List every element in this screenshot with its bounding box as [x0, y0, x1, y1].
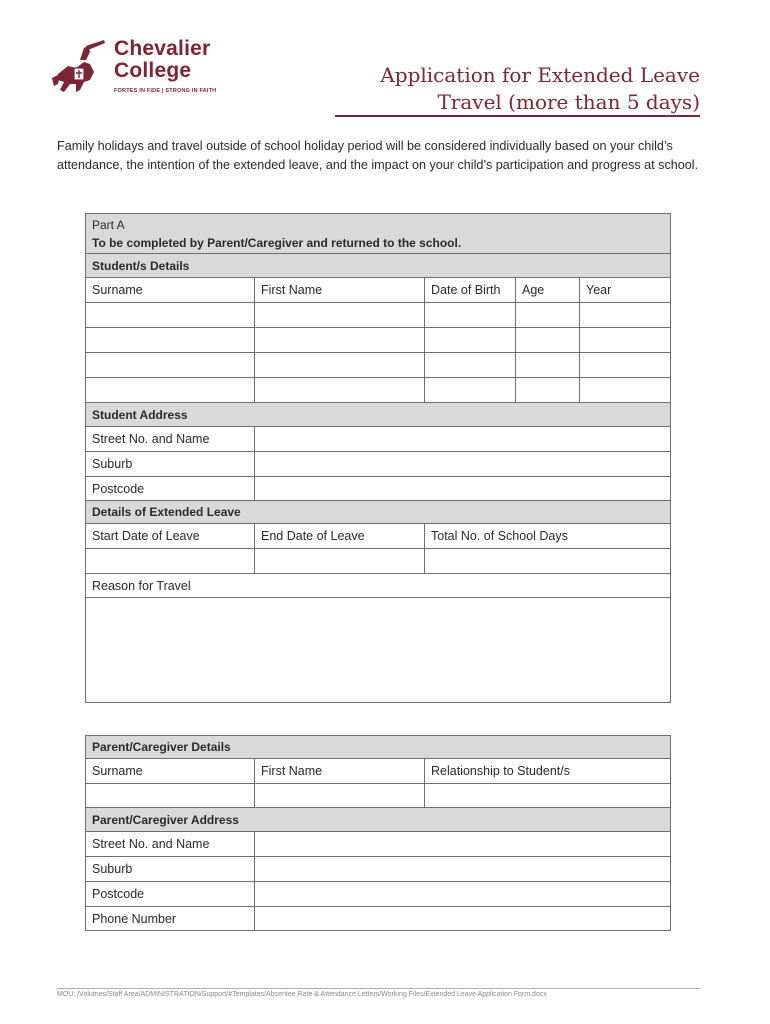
suburb-label: Suburb — [86, 452, 255, 477]
intro-paragraph: Family holidays and travel outside of school holiday period will be considered individually based on your child’s attendance, the intention of the extended leave, and the impact on your child’s participation and progress at school. — [57, 139, 699, 172]
students-section-header: Student/s Details — [86, 254, 671, 278]
college-name-line1: Chevalier — [114, 37, 211, 60]
parent-column-surname: Surname — [86, 759, 255, 784]
student-year-field[interactable] — [580, 303, 671, 328]
parent-table — [85, 735, 671, 931]
college-motto: FORTES IN FIDE | STRONG IN FAITH — [114, 88, 217, 94]
student-row — [86, 328, 671, 353]
student-surname-field[interactable] — [86, 303, 255, 328]
parent-first-name-field[interactable] — [255, 784, 425, 808]
student-row — [86, 303, 671, 328]
postcode-label: Postcode — [86, 477, 255, 501]
column-total-school-days: Total No. of School Days — [425, 524, 671, 549]
start-date-field[interactable] — [86, 549, 255, 574]
total-days-field[interactable] — [425, 549, 671, 574]
street-label: Street No. and Name — [86, 427, 255, 452]
student-dob-field[interactable] — [425, 303, 516, 328]
footer-divider — [57, 988, 700, 989]
student-age-field[interactable] — [516, 353, 580, 378]
student-surname-field[interactable] — [86, 378, 255, 403]
college-name-line2: College — [114, 59, 192, 82]
parent-street-label: Street No. and Name — [86, 832, 255, 857]
reason-label: Reason for Travel — [86, 574, 671, 598]
part-a-table — [85, 213, 671, 703]
postcode-field[interactable] — [255, 477, 671, 501]
parent-column-relationship: Relationship to Student/s — [425, 759, 671, 784]
part-a-subheading: To be completed by Parent/Caregiver and returned to the school. — [92, 235, 462, 250]
parent-suburb-label: Suburb — [86, 857, 255, 882]
parent-section-header: Parent/Caregiver Details — [86, 736, 671, 759]
college-logo — [50, 38, 250, 100]
parent-phone-field[interactable] — [255, 907, 671, 931]
parent-column-first-name: First Name — [255, 759, 425, 784]
column-year: Year — [580, 278, 671, 303]
column-age: Age — [516, 278, 580, 303]
student-first-name-field[interactable] — [255, 378, 425, 403]
student-age-field[interactable] — [516, 303, 580, 328]
student-first-name-field[interactable] — [255, 303, 425, 328]
suburb-field[interactable] — [255, 452, 671, 477]
knight-crest-icon — [50, 38, 110, 100]
parent-relationship-field[interactable] — [425, 784, 671, 808]
part-a-heading: Part A — [92, 217, 125, 232]
form-title-line1: Application for Extended Leave — [380, 63, 700, 87]
student-year-field[interactable] — [580, 378, 671, 403]
student-row — [86, 353, 671, 378]
column-first-name: First Name — [255, 278, 425, 303]
column-date-of-birth: Date of Birth — [425, 278, 516, 303]
parent-postcode-label: Postcode — [86, 882, 255, 907]
title-divider — [335, 115, 700, 117]
student-year-field[interactable] — [580, 328, 671, 353]
student-address-section-header: Student Address — [86, 403, 671, 427]
student-surname-field[interactable] — [86, 353, 255, 378]
leave-section-header: Details of Extended Leave — [86, 501, 671, 524]
parent-phone-label: Phone Number — [86, 907, 255, 931]
column-start-date: Start Date of Leave — [86, 524, 255, 549]
parent-surname-field[interactable] — [86, 784, 255, 808]
student-age-field[interactable] — [516, 328, 580, 353]
column-surname: Surname — [86, 278, 255, 303]
parent-postcode-field[interactable] — [255, 882, 671, 907]
column-end-date: End Date of Leave — [255, 524, 425, 549]
form-title — [380, 62, 700, 116]
student-dob-field[interactable] — [425, 328, 516, 353]
parent-street-field[interactable] — [255, 832, 671, 857]
student-first-name-field[interactable] — [255, 328, 425, 353]
student-first-name-field[interactable] — [255, 353, 425, 378]
reason-field[interactable] — [86, 598, 671, 703]
student-dob-field[interactable] — [425, 353, 516, 378]
end-date-field[interactable] — [255, 549, 425, 574]
student-age-field[interactable] — [516, 378, 580, 403]
student-year-field[interactable] — [580, 353, 671, 378]
street-field[interactable] — [255, 427, 671, 452]
form-title-line2: Travel (more than 5 days) — [437, 90, 700, 114]
parent-address-section-header: Parent/Caregiver Address — [86, 808, 671, 832]
part-a-header — [86, 214, 671, 254]
student-surname-field[interactable] — [86, 328, 255, 353]
student-row — [86, 378, 671, 403]
parent-suburb-field[interactable] — [255, 857, 671, 882]
student-dob-field[interactable] — [425, 378, 516, 403]
footer-file-path: MOU: /Volumes/Staff Area/ADMINISTRATION/Support/#Templates/Absentee Rate & Attendance Letters/Working Files/Extended Leave Application Form.docx — [57, 991, 547, 998]
